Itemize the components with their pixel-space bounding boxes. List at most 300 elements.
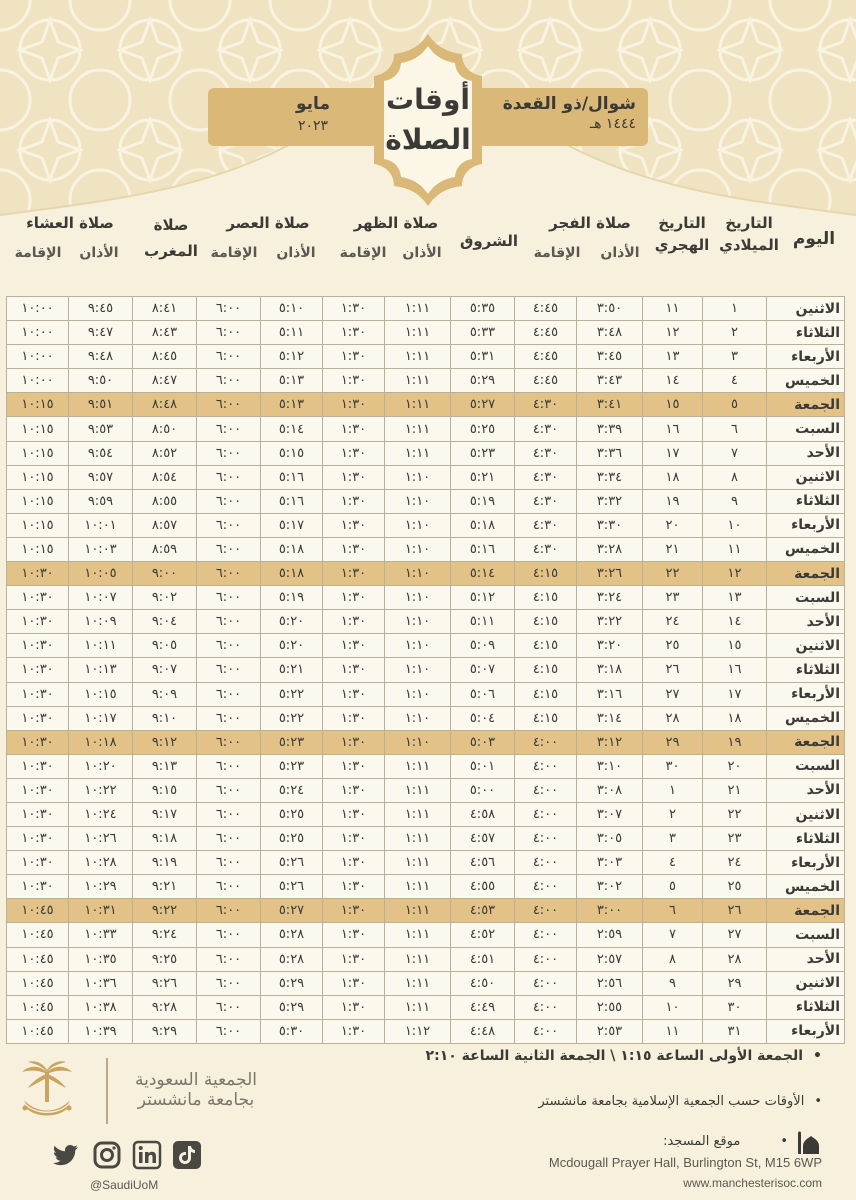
cell-dhuhr: ١:١٠ bbox=[385, 682, 451, 706]
cell-isha-iq: ١٠:١٥ bbox=[7, 513, 69, 537]
page-title bbox=[358, 80, 498, 160]
cell-fajr-iq: ٤:١٥ bbox=[515, 586, 577, 610]
cell-fajr: ٣:١٤ bbox=[577, 706, 643, 730]
organization-name-line2: بجامعة مانشستر bbox=[137, 1090, 255, 1110]
cell-dhuhr-iq: ١:٣٠ bbox=[323, 345, 385, 369]
cell-day: الأحد bbox=[767, 610, 845, 634]
cell-shuruq: ٤:٤٩ bbox=[451, 995, 515, 1019]
cell-shuruq: ٥:٢٧ bbox=[451, 393, 515, 417]
cell-isha: ٩:٥٠ bbox=[69, 369, 133, 393]
cell-isha-iq: ١٠:٣٠ bbox=[7, 586, 69, 610]
cell-greg: ٣٠ bbox=[703, 995, 767, 1019]
cell-fajr-iq: ٤:٠٠ bbox=[515, 1019, 577, 1043]
cell-dhuhr: ١:١١ bbox=[385, 899, 451, 923]
cell-shuruq: ٥:٢٥ bbox=[451, 417, 515, 441]
table-row bbox=[7, 827, 845, 851]
cell-greg: ٢ bbox=[703, 321, 767, 345]
instagram-icon[interactable] bbox=[92, 1140, 122, 1170]
cell-shuruq: ٥:٣٥ bbox=[451, 297, 515, 321]
cell-hijri: ١٦ bbox=[643, 417, 703, 441]
cell-fajr: ٢:٥٩ bbox=[577, 923, 643, 947]
hijri-month: شوال/ذو القعدة bbox=[502, 94, 636, 114]
cell-fajr-iq: ٤:٠٠ bbox=[515, 730, 577, 754]
col-header-isha-iqama: الإقامة bbox=[14, 245, 62, 261]
cell-asr: ٥:١٦ bbox=[261, 465, 323, 489]
website-link[interactable]: www.manchesterisoc.com bbox=[683, 1176, 822, 1190]
cell-dhuhr: ١:١٠ bbox=[385, 634, 451, 658]
cell-asr: ٥:١٨ bbox=[261, 537, 323, 561]
cell-maghrib: ٩:١٢ bbox=[133, 730, 197, 754]
cell-fajr: ٣:٣٤ bbox=[577, 465, 643, 489]
cell-dhuhr-iq: ١:٣٠ bbox=[323, 995, 385, 1019]
col-header-dhuhr-adhan: الأذان bbox=[402, 245, 442, 261]
cell-hijri: ٢٩ bbox=[643, 730, 703, 754]
table-row bbox=[7, 971, 845, 995]
cell-maghrib: ٩:٠٠ bbox=[133, 562, 197, 586]
cell-isha: ١٠:٢٤ bbox=[69, 802, 133, 826]
cell-hijri: ٢١ bbox=[643, 537, 703, 561]
mosque-icon bbox=[796, 1130, 822, 1156]
cell-hijri: ٢٧ bbox=[643, 682, 703, 706]
cell-isha: ١٠:٠٥ bbox=[69, 562, 133, 586]
cell-shuruq: ٥:٠٤ bbox=[451, 706, 515, 730]
table-row bbox=[7, 875, 845, 899]
cell-hijri: ١٨ bbox=[643, 465, 703, 489]
cell-isha-iq: ١٠:٣٠ bbox=[7, 562, 69, 586]
cell-dhuhr-iq: ١:٣٠ bbox=[323, 369, 385, 393]
cell-greg: ١٥ bbox=[703, 634, 767, 658]
cell-dhuhr-iq: ١:٣٠ bbox=[323, 682, 385, 706]
cell-isha: ٩:٤٥ bbox=[69, 297, 133, 321]
cell-hijri: ٢٢ bbox=[643, 562, 703, 586]
cell-shuruq: ٥:٠٧ bbox=[451, 658, 515, 682]
cell-isha: ١٠:١١ bbox=[69, 634, 133, 658]
org-divider bbox=[106, 1058, 108, 1124]
cell-isha-iq: ١٠:٠٠ bbox=[7, 321, 69, 345]
cell-isha: ٩:٥١ bbox=[69, 393, 133, 417]
cell-dhuhr: ١:١٠ bbox=[385, 706, 451, 730]
cell-fajr-iq: ٤:٣٠ bbox=[515, 513, 577, 537]
cell-maghrib: ٩:٢٨ bbox=[133, 995, 197, 1019]
cell-fajr: ٣:١٨ bbox=[577, 658, 643, 682]
cell-dhuhr-iq: ١:٣٠ bbox=[323, 321, 385, 345]
cell-asr-iq: ٦:٠٠ bbox=[197, 586, 261, 610]
cell-maghrib: ٩:٠٧ bbox=[133, 658, 197, 682]
jumuah-note-text: الجمعة الأولى الساعة ١:١٥ \ الجمعة الثانية الساعة ٢:١٠ bbox=[425, 1048, 804, 1064]
cell-maghrib: ٩:١٨ bbox=[133, 827, 197, 851]
cell-asr: ٥:١٦ bbox=[261, 489, 323, 513]
cell-asr-iq: ٦:٠٠ bbox=[197, 658, 261, 682]
cell-hijri: ٩ bbox=[643, 971, 703, 995]
cell-asr-iq: ٦:٠٠ bbox=[197, 345, 261, 369]
cell-shuruq: ٥:١٦ bbox=[451, 537, 515, 561]
cell-asr: ٥:٢٩ bbox=[261, 971, 323, 995]
cell-fajr-iq: ٤:٠٠ bbox=[515, 875, 577, 899]
table-row bbox=[7, 995, 845, 1019]
cell-isha-iq: ١٠:١٥ bbox=[7, 417, 69, 441]
cell-asr-iq: ٦:٠٠ bbox=[197, 321, 261, 345]
cell-greg: ٧ bbox=[703, 441, 767, 465]
cell-fajr-iq: ٤:٠٠ bbox=[515, 995, 577, 1019]
cell-asr: ٥:٢٩ bbox=[261, 995, 323, 1019]
cell-day: الثلاثاء bbox=[767, 489, 845, 513]
cell-hijri: ٣٠ bbox=[643, 754, 703, 778]
cell-day: الثلاثاء bbox=[767, 827, 845, 851]
cell-shuruq: ٥:٠٦ bbox=[451, 682, 515, 706]
cell-hijri: ١١ bbox=[643, 1019, 703, 1043]
table-row bbox=[7, 730, 845, 754]
cell-dhuhr: ١:١٠ bbox=[385, 562, 451, 586]
cell-maghrib: ٨:٥٠ bbox=[133, 417, 197, 441]
cell-dhuhr: ١:١٠ bbox=[385, 730, 451, 754]
cell-maghrib: ٩:٢٤ bbox=[133, 923, 197, 947]
cell-hijri: ٢٦ bbox=[643, 658, 703, 682]
col-header-maghrib-line1: صلاة bbox=[153, 216, 189, 234]
palm-swords-logo-icon bbox=[18, 1058, 76, 1126]
cell-hijri: ٢٤ bbox=[643, 610, 703, 634]
cell-asr-iq: ٦:٠٠ bbox=[197, 971, 261, 995]
cell-hijri: ١٧ bbox=[643, 441, 703, 465]
cell-fajr: ٣:٠٥ bbox=[577, 827, 643, 851]
cell-fajr-iq: ٤:٣٠ bbox=[515, 489, 577, 513]
cell-greg: ٨ bbox=[703, 465, 767, 489]
cell-maghrib: ٨:٥٢ bbox=[133, 441, 197, 465]
cell-fajr-iq: ٤:٤٥ bbox=[515, 345, 577, 369]
cell-asr-iq: ٦:٠٠ bbox=[197, 995, 261, 1019]
cell-maghrib: ٨:٥٩ bbox=[133, 537, 197, 561]
cell-hijri: ٣ bbox=[643, 827, 703, 851]
cell-dhuhr-iq: ١:٣٠ bbox=[323, 562, 385, 586]
cell-hijri: ١٤ bbox=[643, 369, 703, 393]
cell-dhuhr: ١:١١ bbox=[385, 417, 451, 441]
col-header-fajr-iqama: الإقامة bbox=[533, 245, 581, 261]
cell-greg: ٢٧ bbox=[703, 923, 767, 947]
cell-dhuhr-iq: ١:٣٠ bbox=[323, 875, 385, 899]
cell-asr-iq: ٦:٠٠ bbox=[197, 730, 261, 754]
cell-asr-iq: ٦:٠٠ bbox=[197, 827, 261, 851]
cell-day: الأربعاء bbox=[767, 1019, 845, 1043]
title-line-1: أوقات bbox=[386, 83, 470, 116]
cell-fajr: ٣:٠٢ bbox=[577, 875, 643, 899]
table-row bbox=[7, 321, 845, 345]
cell-day: الخميس bbox=[767, 537, 845, 561]
cell-isha-iq: ١٠:٣٠ bbox=[7, 754, 69, 778]
col-header-isha-adhan: الأذان bbox=[79, 245, 119, 261]
organization-name-line1: الجمعية السعودية bbox=[134, 1070, 258, 1090]
twitter-icon[interactable] bbox=[50, 1140, 80, 1170]
cell-asr: ٥:١٨ bbox=[261, 562, 323, 586]
cell-maghrib: ٩:١٣ bbox=[133, 754, 197, 778]
bullet: • bbox=[813, 1048, 822, 1064]
cell-fajr: ٣:٤١ bbox=[577, 393, 643, 417]
cell-maghrib: ٨:٤٧ bbox=[133, 369, 197, 393]
cell-dhuhr: ١:١١ bbox=[385, 971, 451, 995]
cell-fajr-iq: ٤:١٥ bbox=[515, 610, 577, 634]
bullet: • bbox=[780, 1134, 788, 1149]
cell-hijri: ٨ bbox=[643, 947, 703, 971]
col-header-fajr: صلاة الفجر bbox=[549, 214, 631, 232]
cell-isha-iq: ١٠:١٥ bbox=[7, 489, 69, 513]
cell-maghrib: ٨:٥٤ bbox=[133, 465, 197, 489]
cell-isha: ١٠:١٧ bbox=[69, 706, 133, 730]
cell-fajr-iq: ٤:١٥ bbox=[515, 706, 577, 730]
cell-day: الجمعة bbox=[767, 730, 845, 754]
cell-asr-iq: ٦:٠٠ bbox=[197, 369, 261, 393]
hijri-date-block bbox=[496, 94, 636, 132]
table-row bbox=[7, 297, 845, 321]
cell-fajr-iq: ٤:٣٠ bbox=[515, 393, 577, 417]
cell-asr-iq: ٦:٠٠ bbox=[197, 393, 261, 417]
cell-dhuhr-iq: ١:٣٠ bbox=[323, 441, 385, 465]
col-header-greg-date bbox=[716, 212, 782, 256]
table-row bbox=[7, 923, 845, 947]
cell-hijri: ٦ bbox=[643, 899, 703, 923]
cell-isha: ١٠:٠١ bbox=[69, 513, 133, 537]
cell-isha-iq: ١٠:٣٠ bbox=[7, 634, 69, 658]
cell-isha-iq: ١٠:١٥ bbox=[7, 465, 69, 489]
cell-hijri: ٤ bbox=[643, 851, 703, 875]
cell-dhuhr: ١:١١ bbox=[385, 778, 451, 802]
cell-greg: ٦ bbox=[703, 417, 767, 441]
cell-shuruq: ٤:٥١ bbox=[451, 947, 515, 971]
cell-dhuhr: ١:١٠ bbox=[385, 658, 451, 682]
table-row bbox=[7, 754, 845, 778]
cell-dhuhr-iq: ١:٣٠ bbox=[323, 1019, 385, 1043]
cell-dhuhr-iq: ١:٣٠ bbox=[323, 754, 385, 778]
cell-greg: ١٦ bbox=[703, 658, 767, 682]
cell-greg: ١٤ bbox=[703, 610, 767, 634]
cell-asr-iq: ٦:٠٠ bbox=[197, 489, 261, 513]
cell-shuruq: ٥:٠١ bbox=[451, 754, 515, 778]
cell-asr-iq: ٦:٠٠ bbox=[197, 297, 261, 321]
col-header-fajr-adhan: الأذان bbox=[600, 245, 640, 261]
table-row bbox=[7, 562, 845, 586]
cell-asr: ٥:١٢ bbox=[261, 345, 323, 369]
cell-isha-iq: ١٠:٠٠ bbox=[7, 345, 69, 369]
cell-dhuhr: ١:١١ bbox=[385, 321, 451, 345]
cell-shuruq: ٤:٥٥ bbox=[451, 875, 515, 899]
cell-isha: ١٠:٣٩ bbox=[69, 1019, 133, 1043]
cell-isha: ١٠:١٣ bbox=[69, 658, 133, 682]
cell-fajr: ٣:٢٤ bbox=[577, 586, 643, 610]
cell-day: الجمعة bbox=[767, 899, 845, 923]
cell-dhuhr: ١:١١ bbox=[385, 802, 451, 826]
cell-day: الأربعاء bbox=[767, 513, 845, 537]
table-row bbox=[7, 658, 845, 682]
organization-name bbox=[116, 1070, 276, 1110]
cell-asr: ٥:٢١ bbox=[261, 658, 323, 682]
cell-day: الثلاثاء bbox=[767, 321, 845, 345]
tiktok-icon[interactable] bbox=[172, 1140, 202, 1170]
cell-isha-iq: ١٠:٤٥ bbox=[7, 1019, 69, 1043]
cell-isha-iq: ١٠:٠٠ bbox=[7, 297, 69, 321]
cell-asr-iq: ٦:٠٠ bbox=[197, 899, 261, 923]
cell-hijri: ٢٨ bbox=[643, 706, 703, 730]
cell-greg: ١ bbox=[703, 297, 767, 321]
cell-day: الاثنين bbox=[767, 971, 845, 995]
cell-day: الأحد bbox=[767, 441, 845, 465]
cell-greg: ٥ bbox=[703, 393, 767, 417]
cell-asr-iq: ٦:٠٠ bbox=[197, 513, 261, 537]
cell-isha-iq: ١٠:٣٠ bbox=[7, 730, 69, 754]
cell-dhuhr-iq: ١:٣٠ bbox=[323, 489, 385, 513]
cell-dhuhr: ١:١٠ bbox=[385, 513, 451, 537]
cell-fajr-iq: ٤:٤٥ bbox=[515, 369, 577, 393]
cell-day: السبت bbox=[767, 754, 845, 778]
cell-fajr: ٢:٥٦ bbox=[577, 971, 643, 995]
cell-asr: ٥:١٣ bbox=[261, 369, 323, 393]
cell-dhuhr: ١:١١ bbox=[385, 369, 451, 393]
cell-dhuhr-iq: ١:٣٠ bbox=[323, 802, 385, 826]
cell-day: الأحد bbox=[767, 947, 845, 971]
cell-isha-iq: ١٠:٠٠ bbox=[7, 369, 69, 393]
cell-day: الخميس bbox=[767, 875, 845, 899]
cell-asr-iq: ٦:٠٠ bbox=[197, 851, 261, 875]
cell-greg: ٣ bbox=[703, 345, 767, 369]
cell-isha: ٩:٤٨ bbox=[69, 345, 133, 369]
cell-day: الأربعاء bbox=[767, 682, 845, 706]
cell-isha: ٩:٥٣ bbox=[69, 417, 133, 441]
table-row bbox=[7, 706, 845, 730]
cell-fajr: ٣:١٢ bbox=[577, 730, 643, 754]
cell-fajr-iq: ٤:١٥ bbox=[515, 682, 577, 706]
cell-asr: ٥:١٩ bbox=[261, 586, 323, 610]
linkedin-icon[interactable] bbox=[132, 1140, 162, 1170]
cell-asr-iq: ٦:٠٠ bbox=[197, 634, 261, 658]
cell-shuruq: ٥:٠٠ bbox=[451, 778, 515, 802]
cell-fajr: ٣:٣٠ bbox=[577, 513, 643, 537]
cell-fajr-iq: ٤:٠٠ bbox=[515, 851, 577, 875]
cell-hijri: ١٢ bbox=[643, 321, 703, 345]
cell-asr: ٥:١٠ bbox=[261, 297, 323, 321]
cell-shuruq: ٤:٥٠ bbox=[451, 971, 515, 995]
col-header-maghrib-line2: المغرب bbox=[144, 242, 198, 260]
cell-dhuhr: ١:١١ bbox=[385, 995, 451, 1019]
cell-dhuhr: ١:١٠ bbox=[385, 489, 451, 513]
cell-isha: ٩:٤٧ bbox=[69, 321, 133, 345]
cell-dhuhr-iq: ١:٣٠ bbox=[323, 393, 385, 417]
cell-dhuhr: ١:١٢ bbox=[385, 1019, 451, 1043]
cell-isha: ١٠:٣٨ bbox=[69, 995, 133, 1019]
cell-hijri: ٢ bbox=[643, 802, 703, 826]
table-row bbox=[7, 610, 845, 634]
cell-asr: ٥:٢٦ bbox=[261, 875, 323, 899]
mosque-label bbox=[482, 1134, 788, 1149]
cell-fajr: ٢:٥٥ bbox=[577, 995, 643, 1019]
organization-block bbox=[18, 1058, 278, 1128]
cell-hijri: ١٩ bbox=[643, 489, 703, 513]
cell-greg: ٢٥ bbox=[703, 875, 767, 899]
cell-greg: ٢١ bbox=[703, 778, 767, 802]
cell-dhuhr: ١:١١ bbox=[385, 923, 451, 947]
col-header-greg-date-line2: الميلادي bbox=[719, 236, 779, 254]
cell-fajr-iq: ٤:٠٠ bbox=[515, 778, 577, 802]
cell-isha: ١٠:٢٩ bbox=[69, 875, 133, 899]
cell-fajr: ٢:٥٣ bbox=[577, 1019, 643, 1043]
cell-greg: ٤ bbox=[703, 369, 767, 393]
cell-shuruq: ٥:١٩ bbox=[451, 489, 515, 513]
cell-maghrib: ٩:٢٦ bbox=[133, 971, 197, 995]
cell-day: الأحد bbox=[767, 778, 845, 802]
cell-fajr: ٣:٣٢ bbox=[577, 489, 643, 513]
cell-dhuhr-iq: ١:٣٠ bbox=[323, 923, 385, 947]
cell-fajr-iq: ٤:٣٠ bbox=[515, 417, 577, 441]
col-header-hijri-date-line1: التاريخ bbox=[658, 214, 706, 232]
cell-fajr-iq: ٤:٠٠ bbox=[515, 947, 577, 971]
cell-greg: ١١ bbox=[703, 537, 767, 561]
cell-day: الأربعاء bbox=[767, 851, 845, 875]
col-header-day: اليوم bbox=[792, 229, 836, 249]
table-row bbox=[7, 802, 845, 826]
cell-isha-iq: ١٠:٤٥ bbox=[7, 971, 69, 995]
cell-day: الجمعة bbox=[767, 393, 845, 417]
table-row bbox=[7, 682, 845, 706]
cell-greg: ٢٣ bbox=[703, 827, 767, 851]
cell-hijri: ٢٥ bbox=[643, 634, 703, 658]
cell-dhuhr: ١:١١ bbox=[385, 297, 451, 321]
cell-fajr: ٣:٠٨ bbox=[577, 778, 643, 802]
cell-fajr: ٢:٥٧ bbox=[577, 947, 643, 971]
cell-shuruq: ٥:٣١ bbox=[451, 345, 515, 369]
cell-fajr: ٣:١٦ bbox=[577, 682, 643, 706]
cell-asr: ٥:١٥ bbox=[261, 441, 323, 465]
cell-isha: ١٠:٣٥ bbox=[69, 947, 133, 971]
cell-isha: ١٠:٠٧ bbox=[69, 586, 133, 610]
gregorian-date-block bbox=[258, 94, 368, 134]
table-row bbox=[7, 465, 845, 489]
cell-fajr-iq: ٤:٣٠ bbox=[515, 465, 577, 489]
cell-dhuhr-iq: ١:٣٠ bbox=[323, 706, 385, 730]
cell-fajr-iq: ٤:٣٠ bbox=[515, 537, 577, 561]
cell-maghrib: ٩:٢٢ bbox=[133, 899, 197, 923]
cell-isha: ١٠:٠٣ bbox=[69, 537, 133, 561]
cell-isha-iq: ١٠:١٥ bbox=[7, 537, 69, 561]
col-header-shuruq: الشروق bbox=[459, 232, 519, 250]
cell-asr-iq: ٦:٠٠ bbox=[197, 923, 261, 947]
cell-asr: ٥:٢٣ bbox=[261, 730, 323, 754]
cell-shuruq: ٤:٥٦ bbox=[451, 851, 515, 875]
mosque-location bbox=[482, 1134, 822, 1190]
cell-greg: ١٠ bbox=[703, 513, 767, 537]
col-header-dhuhr-iqama: الإقامة bbox=[339, 245, 387, 261]
cell-maghrib: ٨:٤١ bbox=[133, 297, 197, 321]
cell-asr: ٥:٢٢ bbox=[261, 682, 323, 706]
cell-shuruq: ٥:٣٣ bbox=[451, 321, 515, 345]
cell-isha-iq: ١٠:٤٥ bbox=[7, 995, 69, 1019]
cell-fajr: ٣:٢٠ bbox=[577, 634, 643, 658]
cell-hijri: ٢٠ bbox=[643, 513, 703, 537]
cell-isha: ١٠:٣١ bbox=[69, 899, 133, 923]
cell-day: السبت bbox=[767, 923, 845, 947]
cell-isha: ١٠:٢٨ bbox=[69, 851, 133, 875]
cell-isha: ١٠:١٥ bbox=[69, 682, 133, 706]
cell-hijri: ١٥ bbox=[643, 393, 703, 417]
col-header-hijri-date-line2: الهجري bbox=[654, 236, 710, 254]
cell-asr-iq: ٦:٠٠ bbox=[197, 537, 261, 561]
table-row bbox=[7, 634, 845, 658]
cell-maghrib: ٩:٢٥ bbox=[133, 947, 197, 971]
cell-asr: ٥:٢٥ bbox=[261, 827, 323, 851]
cell-maghrib: ٩:٢١ bbox=[133, 875, 197, 899]
cell-day: الاثنين bbox=[767, 465, 845, 489]
gregorian-year: ٢٠٢٣ bbox=[297, 118, 329, 134]
table-row bbox=[7, 441, 845, 465]
cell-asr: ٥:٢٠ bbox=[261, 610, 323, 634]
cell-fajr: ٣:٣٩ bbox=[577, 417, 643, 441]
cell-dhuhr: ١:١١ bbox=[385, 441, 451, 465]
cell-dhuhr: ١:١١ bbox=[385, 345, 451, 369]
table-row bbox=[7, 899, 845, 923]
